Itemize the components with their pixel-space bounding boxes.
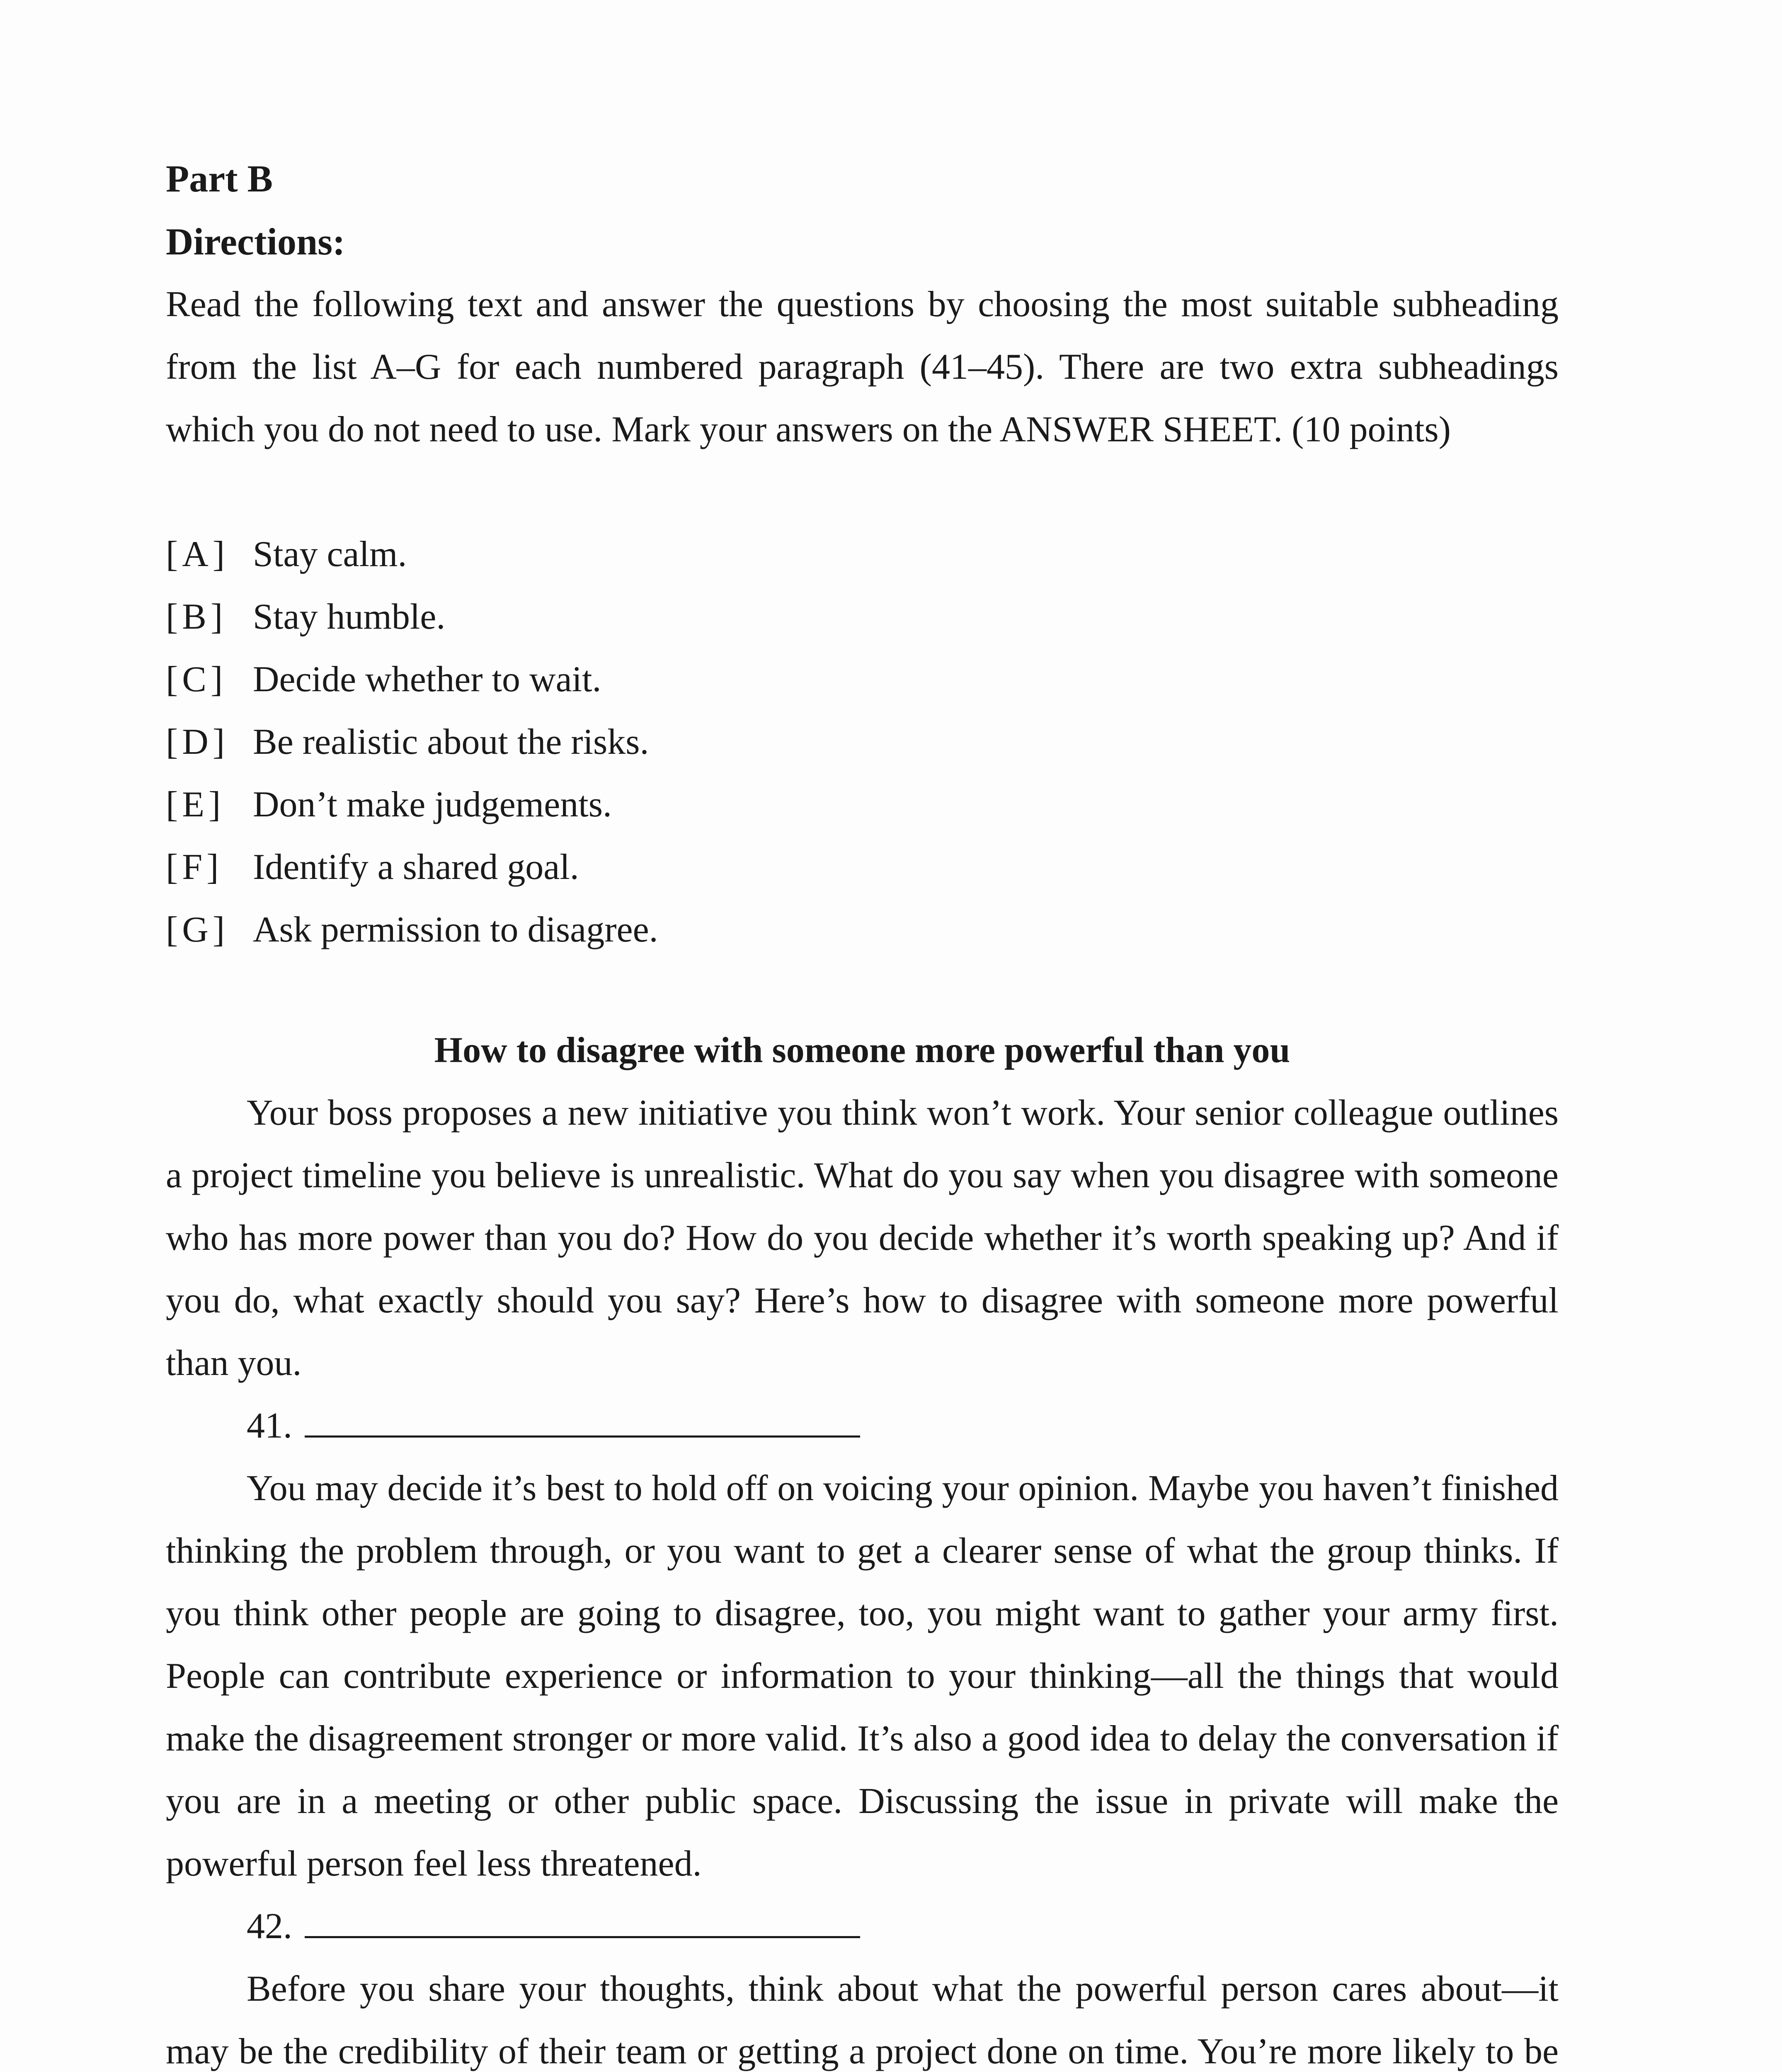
option-a (166, 523, 1559, 586)
page-content (166, 147, 1559, 2072)
option-text: Identify a shared goal. (253, 847, 579, 887)
directions-title: Directions: (166, 220, 345, 263)
question-41 (166, 1394, 1559, 1457)
option-g (166, 898, 1559, 961)
question-number: 41. (247, 1406, 292, 1446)
question-number: 42. (247, 1906, 292, 1946)
option-text: Stay humble. (253, 597, 446, 637)
option-d (166, 711, 1559, 773)
option-text: Decide whether to wait. (253, 659, 601, 700)
option-letter: [E] (166, 784, 225, 825)
subheading-options (166, 523, 1559, 961)
option-text: Ask permission to disagree. (253, 910, 658, 950)
option-letter: [B] (166, 597, 227, 637)
option-c (166, 648, 1559, 711)
option-letter: [C] (166, 659, 227, 700)
answer-blank (305, 1406, 860, 1438)
option-letter: [D] (166, 722, 229, 762)
paragraph-42: Before you share your thoughts, think about what the powerful person cares about—it may be the credibility of their team or getting a project done on time. You’re more likely to be (166, 1969, 1559, 2072)
option-letter: [G] (166, 910, 229, 950)
option-b (166, 586, 1559, 648)
part-title: Part B (166, 157, 273, 200)
answer-blank (305, 1907, 860, 1938)
option-letter: [A] (166, 534, 229, 574)
directions-text: Read the following text and answer the questions by choosing the most suitable subheading from the list A–G for each numbered paragraph (41–45). There are two extra subheadings which you do not need to use. Mark your answers on the ANSWER SHEET. (10 points) (166, 284, 1559, 450)
article-title: How to disagree with someone more powerful than you (434, 1030, 1290, 1070)
intro-paragraph: Your boss proposes a new initiative you think won’t work. Your senior colleague outlines a project timeline you believe is unrealistic. What do you say when you disagree with someone who has more power than you do? How do you decide whether it’s worth speaking up? And if you do, what exactly should you say? Here’s how to disagree with someone more powerful than you. (166, 1093, 1559, 1383)
option-text: Be realistic about the risks. (253, 722, 649, 762)
question-42 (166, 1895, 1559, 1958)
option-f (166, 836, 1559, 898)
option-letter: [F] (166, 847, 223, 887)
option-text: Don’t make judgements. (253, 784, 612, 825)
option-text: Stay calm. (253, 534, 407, 574)
paragraph-41: You may decide it’s best to hold off on voicing your opinion. Maybe you haven’t finished thinking the problem through, or you want to get a clearer sense of what the group thinks. If you think other people are going to disagree, too, you might want to gather your army first. People can contribute experience or information to your thinking—all the things that would make the disagreement stronger or more valid. It’s also a good idea to delay the conversation if you are in a meeting or other public space. Discussing the issue in private will make the powerful person feel less threatened. (166, 1468, 1559, 1884)
option-e (166, 773, 1559, 836)
